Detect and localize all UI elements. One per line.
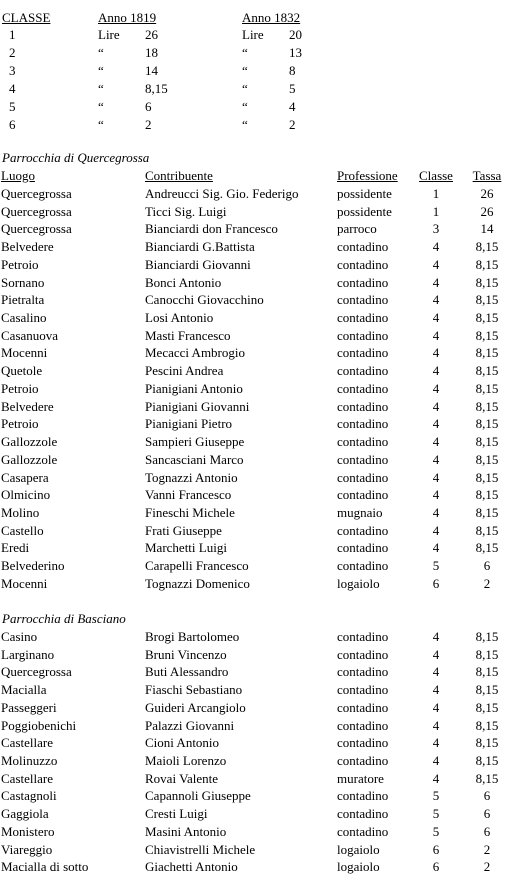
classe-cell: 4 xyxy=(432,523,440,538)
classe-cell: 1 xyxy=(432,186,440,201)
tassa-cell: 8,15 xyxy=(475,416,499,431)
professione-cell: contadino xyxy=(337,558,389,573)
rates-header-anno-1832: Anno 1832 xyxy=(242,10,301,25)
contribuente-cell: Bruni Vincenzo xyxy=(145,647,227,662)
classe-cell: 4 xyxy=(432,540,440,555)
classe-cell: 4 xyxy=(432,381,440,396)
luogo-cell: Gallozzole xyxy=(1,452,58,467)
rates-currency-1819-cell: “ xyxy=(98,45,104,60)
contribuente-cell: Guideri Arcangiolo xyxy=(145,700,246,715)
contribuente-cell: Brogi Bartolomeo xyxy=(145,629,240,644)
luogo-cell: Quetole xyxy=(1,363,43,378)
classe-cell: 4 xyxy=(432,275,440,290)
contribuente-cell: Pianigiani Giovanni xyxy=(145,399,250,414)
professione-cell: contadino xyxy=(337,664,389,679)
tassa-cell: 8,15 xyxy=(475,771,499,786)
classe-cell: 5 xyxy=(432,806,440,821)
contribuente-cell: Masti Francesco xyxy=(145,328,231,343)
tassa-cell: 8,15 xyxy=(475,700,499,715)
professione-cell: logaiolo xyxy=(337,576,380,591)
classe-cell: 5 xyxy=(432,558,440,573)
professione-cell: contadino xyxy=(337,824,389,839)
column-header-luogo: Luogo xyxy=(1,168,35,183)
luogo-cell: Castellare xyxy=(1,771,53,786)
rates-header-anno-1819: Anno 1819 xyxy=(98,10,157,25)
classe-cell: 4 xyxy=(432,416,440,431)
contribuente-cell: Vanni Francesco xyxy=(145,487,232,502)
professione-cell: contadino xyxy=(337,399,389,414)
professione-cell: contadino xyxy=(337,275,389,290)
classe-cell: 4 xyxy=(432,292,440,307)
rates-currency-1819-cell: “ xyxy=(98,117,104,132)
rates-currency-1819-cell: “ xyxy=(98,81,104,96)
professione-cell: possidente xyxy=(337,204,392,219)
classe-cell: 4 xyxy=(432,700,440,715)
luogo-cell: Passeggeri xyxy=(1,700,57,715)
classe-cell: 4 xyxy=(432,647,440,662)
tassa-cell: 26 xyxy=(480,204,494,219)
contribuente-cell: Marchetti Luigi xyxy=(145,540,227,555)
tassa-cell: 8,15 xyxy=(475,540,499,555)
professione-cell: contadino xyxy=(337,540,389,555)
luogo-cell: Petroio xyxy=(1,381,39,396)
classe-cell: 4 xyxy=(432,363,440,378)
luogo-cell: Sornano xyxy=(1,275,45,290)
tassa-cell: 8,15 xyxy=(475,399,499,414)
contribuente-cell: Cioni Antonio xyxy=(145,735,220,750)
professione-cell: logaiolo xyxy=(337,859,380,874)
classe-cell: 6 xyxy=(432,859,440,874)
professione-cell: contadino xyxy=(337,381,389,396)
luogo-cell: Belvederino xyxy=(1,558,65,573)
professione-cell: logaiolo xyxy=(337,842,380,857)
professione-cell: contadino xyxy=(337,452,389,467)
contribuente-cell: Canocchi Giovacchino xyxy=(145,292,264,307)
tassa-cell: 8,15 xyxy=(475,682,499,697)
rates-currency-1819-cell: Lire xyxy=(98,27,120,42)
rates-currency-1832-cell: “ xyxy=(242,81,248,96)
tassa-cell: 8,15 xyxy=(475,310,499,325)
rates-header-classe: CLASSE xyxy=(2,10,51,25)
rates-classe-cell: 6 xyxy=(9,117,16,132)
tassa-cell: 8,15 xyxy=(475,753,499,768)
tassa-cell: 8,15 xyxy=(475,470,499,485)
contribuente-cell: Rovai Valente xyxy=(145,771,219,786)
professione-cell: contadino xyxy=(337,345,389,360)
professione-cell: contadino xyxy=(337,735,389,750)
professione-cell: contadino xyxy=(337,700,389,715)
tassa-cell: 8,15 xyxy=(475,629,499,644)
classe-cell: 5 xyxy=(432,824,440,839)
rates-value-1819-cell: 6 xyxy=(145,99,152,114)
classe-cell: 4 xyxy=(432,682,440,697)
tassa-cell: 8,15 xyxy=(475,505,499,520)
classe-cell: 4 xyxy=(432,452,440,467)
luogo-cell: Castagnoli xyxy=(1,788,57,803)
tassa-cell: 8,15 xyxy=(475,735,499,750)
contribuente-cell: Frati Giuseppe xyxy=(145,523,222,538)
professione-cell: contadino xyxy=(337,328,389,343)
professione-cell: contadino xyxy=(337,806,389,821)
classe-cell: 4 xyxy=(432,487,440,502)
rates-value-1832-cell: 20 xyxy=(289,27,302,42)
classe-cell: 4 xyxy=(432,664,440,679)
professione-cell: contadino xyxy=(337,753,389,768)
rates-value-1819-cell: 2 xyxy=(145,117,152,132)
luogo-cell: Petroio xyxy=(1,416,39,431)
luogo-cell: Casalino xyxy=(1,310,47,325)
luogo-cell: Molinuzzo xyxy=(1,753,58,768)
tassa-cell: 8,15 xyxy=(475,434,499,449)
tassa-cell: 8,15 xyxy=(475,381,499,396)
luogo-cell: Poggiobenichi xyxy=(1,718,77,733)
luogo-cell: Larginano xyxy=(1,647,55,662)
tassa-cell: 8,15 xyxy=(475,664,499,679)
tassa-cell: 2 xyxy=(483,859,491,874)
classe-cell: 3 xyxy=(432,221,440,236)
rates-classe-cell: 4 xyxy=(9,81,16,96)
luogo-cell: Casanuova xyxy=(1,328,59,343)
luogo-cell: Casino xyxy=(1,629,38,644)
rates-currency-1832-cell: Lire xyxy=(242,27,264,42)
luogo-cell: Quercegrossa xyxy=(1,186,72,201)
classe-cell: 4 xyxy=(432,505,440,520)
rates-value-1819-cell: 8,15 xyxy=(145,81,168,96)
contribuente-cell: Sancasciani Marco xyxy=(145,452,244,467)
luogo-cell: Monistero xyxy=(1,824,55,839)
contribuente-cell: Losi Antonio xyxy=(145,310,214,325)
tassa-cell: 6 xyxy=(483,824,491,839)
section-title: Parrocchia di Quercegrossa xyxy=(2,150,150,165)
contribuente-cell: Carapelli Francesco xyxy=(145,558,249,573)
contribuente-cell: Bianciardi don Francesco xyxy=(145,221,278,236)
luogo-cell: Quercegrossa xyxy=(1,221,72,236)
tassa-cell: 6 xyxy=(483,806,491,821)
classe-cell: 6 xyxy=(432,842,440,857)
contribuente-cell: Mecacci Ambrogio xyxy=(145,345,245,360)
professione-cell: contadino xyxy=(337,647,389,662)
luogo-cell: Pietralta xyxy=(1,292,45,307)
rates-currency-1819-cell: “ xyxy=(98,99,104,114)
luogo-cell: Petroio xyxy=(1,257,39,272)
contribuente-cell: Palazzi Giovanni xyxy=(145,718,235,733)
rates-currency-1832-cell: “ xyxy=(242,63,248,78)
professione-cell: contadino xyxy=(337,434,389,449)
luogo-cell: Mocenni xyxy=(1,345,48,360)
professione-cell: contadino xyxy=(337,416,389,431)
luogo-cell: Viareggio xyxy=(1,842,53,857)
classe-cell: 4 xyxy=(432,257,440,272)
tassa-cell: 2 xyxy=(483,576,491,591)
tassa-cell: 6 xyxy=(483,788,491,803)
classe-cell: 4 xyxy=(432,345,440,360)
contribuente-cell: Pianigiani Antonio xyxy=(145,381,243,396)
rates-classe-cell: 1 xyxy=(9,27,16,42)
tassa-cell: 6 xyxy=(483,558,491,573)
professione-cell: contadino xyxy=(337,788,389,803)
column-header-professione: Professione xyxy=(337,168,398,183)
luogo-cell: Mocenni xyxy=(1,576,48,591)
contribuente-cell: Tognazzi Domenico xyxy=(145,576,250,591)
rates-classe-cell: 5 xyxy=(9,99,16,114)
tassa-cell: 8,15 xyxy=(475,523,499,538)
classe-cell: 4 xyxy=(432,434,440,449)
professione-cell: contadino xyxy=(337,257,389,272)
professione-cell: contadino xyxy=(337,523,389,538)
rates-value-1832-cell: 5 xyxy=(289,81,296,96)
classe-cell: 4 xyxy=(432,735,440,750)
classe-cell: 6 xyxy=(432,576,440,591)
professione-cell: contadino xyxy=(337,682,389,697)
professione-cell: contadino xyxy=(337,718,389,733)
rates-currency-1832-cell: “ xyxy=(242,99,248,114)
professione-cell: contadino xyxy=(337,310,389,325)
luogo-cell: Molino xyxy=(1,505,40,520)
rates-currency-1832-cell: “ xyxy=(242,45,248,60)
luogo-cell: Belvedere xyxy=(1,399,54,414)
classe-cell: 4 xyxy=(432,629,440,644)
contribuente-cell: Pescini Andrea xyxy=(145,363,224,378)
professione-cell: parroco xyxy=(337,221,377,236)
rates-value-1832-cell: 8 xyxy=(289,63,296,78)
rates-value-1832-cell: 2 xyxy=(289,117,296,132)
contribuente-cell: Bonci Antonio xyxy=(145,275,222,290)
professione-cell: muratore xyxy=(337,771,384,786)
professione-cell: contadino xyxy=(337,239,389,254)
luogo-cell: Casapera xyxy=(1,470,49,485)
column-header-classe: Classe xyxy=(419,168,453,183)
rates-value-1819-cell: 18 xyxy=(145,45,158,60)
tassa-cell: 2 xyxy=(483,842,491,857)
professione-cell: contadino xyxy=(337,292,389,307)
luogo-cell: Quercegrossa xyxy=(1,664,72,679)
section-title: Parrocchia di Basciano xyxy=(2,611,126,626)
classe-cell: 4 xyxy=(432,771,440,786)
column-header-contribuente: Contribuente xyxy=(145,168,213,183)
contribuente-cell: Cresti Luigi xyxy=(145,806,208,821)
classe-cell: 4 xyxy=(432,399,440,414)
classe-cell: 4 xyxy=(432,310,440,325)
luogo-cell: Macialla di sotto xyxy=(1,859,89,874)
tassa-cell: 8,15 xyxy=(475,452,499,467)
tassa-cell: 8,15 xyxy=(475,487,499,502)
contribuente-cell: Ticci Sig. Luigi xyxy=(145,204,227,219)
tassa-cell: 8,15 xyxy=(475,239,499,254)
classe-cell: 5 xyxy=(432,788,440,803)
tassa-cell: 26 xyxy=(480,186,494,201)
luogo-cell: Gallozzole xyxy=(1,434,58,449)
rates-value-1819-cell: 26 xyxy=(145,27,158,42)
tassa-cell: 8,15 xyxy=(475,363,499,378)
rates-value-1819-cell: 14 xyxy=(145,63,158,78)
tassa-cell: 8,15 xyxy=(475,275,499,290)
professione-cell: contadino xyxy=(337,363,389,378)
rates-classe-cell: 3 xyxy=(9,63,16,78)
luogo-cell: Castello xyxy=(1,523,44,538)
contribuente-cell: Pianigiani Pietro xyxy=(145,416,233,431)
luogo-cell: Eredi xyxy=(1,540,30,555)
tassa-cell: 14 xyxy=(480,221,494,236)
tassa-cell: 8,15 xyxy=(475,718,499,733)
contribuente-cell: Bianciardi G.Battista xyxy=(145,239,255,254)
contribuente-cell: Fineschi Michele xyxy=(145,505,235,520)
rates-currency-1832-cell: “ xyxy=(242,117,248,132)
classe-cell: 4 xyxy=(432,753,440,768)
tassa-cell: 8,15 xyxy=(475,257,499,272)
rates-classe-cell: 2 xyxy=(9,45,16,60)
contribuente-cell: Capannoli Giuseppe xyxy=(145,788,251,803)
contribuente-cell: Buti Alessandro xyxy=(145,664,229,679)
tassa-cell: 8,15 xyxy=(475,328,499,343)
contribuente-cell: Fiaschi Sebastiano xyxy=(145,682,243,697)
rates-value-1832-cell: 4 xyxy=(289,99,296,114)
contribuente-cell: Giachetti Antonio xyxy=(145,859,238,874)
classe-cell: 4 xyxy=(432,470,440,485)
professione-cell: mugnaio xyxy=(337,505,383,520)
rates-value-1832-cell: 13 xyxy=(289,45,302,60)
luogo-cell: Macialla xyxy=(1,682,47,697)
tassa-cell: 8,15 xyxy=(475,345,499,360)
luogo-cell: Castellare xyxy=(1,735,53,750)
contribuente-cell: Chiavistrelli Michele xyxy=(145,842,256,857)
contribuente-cell: Andreucci Sig. Gio. Federigo xyxy=(145,186,299,201)
column-header-tassa: Tassa xyxy=(472,168,502,183)
classe-cell: 4 xyxy=(432,239,440,254)
contribuente-cell: Maioli Lorenzo xyxy=(145,753,227,768)
tassa-cell: 8,15 xyxy=(475,292,499,307)
luogo-cell: Belvedere xyxy=(1,239,54,254)
tassa-cell: 8,15 xyxy=(475,647,499,662)
classe-cell: 4 xyxy=(432,328,440,343)
luogo-cell: Olmicino xyxy=(1,487,51,502)
contribuente-cell: Masini Antonio xyxy=(145,824,227,839)
contribuente-cell: Sampieri Giuseppe xyxy=(145,434,245,449)
luogo-cell: Quercegrossa xyxy=(1,204,72,219)
rates-currency-1819-cell: “ xyxy=(98,63,104,78)
luogo-cell: Gaggiola xyxy=(1,806,49,821)
contribuente-cell: Tognazzi Antonio xyxy=(145,470,238,485)
professione-cell: contadino xyxy=(337,629,389,644)
professione-cell: possidente xyxy=(337,186,392,201)
classe-cell: 4 xyxy=(432,718,440,733)
contribuente-cell: Bianciardi Giovanni xyxy=(145,257,251,272)
professione-cell: contadino xyxy=(337,487,389,502)
classe-cell: 1 xyxy=(432,204,440,219)
professione-cell: contadino xyxy=(337,470,389,485)
